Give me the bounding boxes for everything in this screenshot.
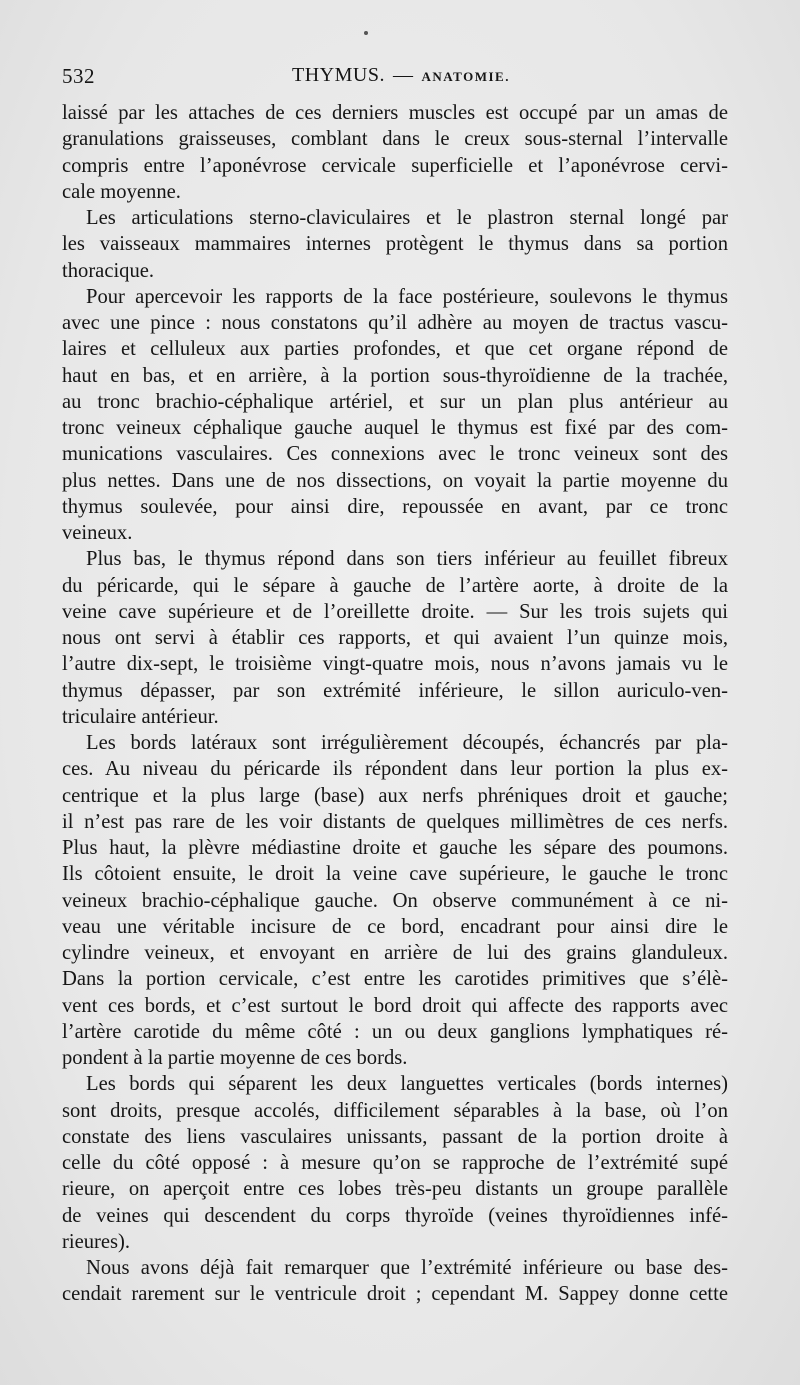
text-line: nous ont servi à établir ces rapports, et qui avaient l’un quinze mois, xyxy=(62,627,728,649)
text-line: Les bords qui séparent les deux languettes verticales (bords internes) xyxy=(86,1073,728,1096)
text-line: vent ces bords, et c’est surtout le bord droit qui affecte des rapports avec xyxy=(62,994,728,1017)
paragraph xyxy=(62,100,728,205)
text-line: compris entre l’aponévrose cervicale superficielle et l’aponévrose cervi- xyxy=(62,154,728,177)
body-text xyxy=(62,100,728,1308)
text-line: Les bords latéraux sont irrégulièrement découpés, échancrés par pla- xyxy=(86,732,728,754)
running-title-dash: — xyxy=(392,64,414,86)
paragraph xyxy=(62,284,728,547)
text-line: Pour apercevoir les rapports de la face postérieure, soulevons le thymus xyxy=(86,285,728,308)
text-line: veineux. xyxy=(62,522,133,544)
text-line: Dans la portion cervicale, c’est entre les carotides primitives que s’élè- xyxy=(62,968,728,991)
text-line: veineux brachio-céphalique gauche. On observe communément à ce ni- xyxy=(62,889,728,912)
text-line: thymus soulevée, pour ainsi dire, repoussée en avant, par ce tronc xyxy=(62,495,728,518)
text-line: veine cave supérieure et de l’oreillette droite. — Sur les trois sujets qui xyxy=(62,600,728,623)
paragraph xyxy=(62,1071,728,1255)
text-line: cendait rarement sur le ventricule droit ; cependant M. Sappey donne cette xyxy=(62,1283,728,1306)
text-line: celle du côté opposé : à mesure qu’on se rapproche de l’extrémité supé xyxy=(62,1152,728,1174)
running-title-section: ANATOMIE. xyxy=(421,69,510,84)
text-line: au tronc brachio-céphalique artériel, et sur un plan plus antérieur au xyxy=(62,390,728,413)
paragraph xyxy=(62,1255,728,1308)
text-line: triculaire antérieur. xyxy=(62,705,219,728)
text-line: constate des liens vasculaires unissants, passant de la portion droite à xyxy=(62,1125,728,1148)
text-line: cale moyenne. xyxy=(62,180,181,203)
text-line: thoracique. xyxy=(62,259,155,282)
text-line: laissé par les attaches de ces derniers muscles est occupé par un amas de xyxy=(62,102,728,124)
paragraph xyxy=(62,546,728,730)
text-line: de veines qui descendent du corps thyroïde (veines thyroïdiennes infé- xyxy=(62,1204,728,1227)
page-number: 532 xyxy=(62,64,95,88)
text-line: il n’est pas rare de les voir distants de quelques millimètres de ces nerfs. xyxy=(62,810,728,833)
text-line: l’artère carotide du même côté : un ou deux ganglions lymphatiques ré- xyxy=(62,1020,728,1043)
text-line: du péricarde, qui le sépare à gauche de l’artère aorte, à droite de la xyxy=(62,574,728,597)
text-line: centrique et la plus large (base) aux nerfs phréniques droit et gauche; xyxy=(62,784,728,807)
text-line: avec une pince : nous constatons qu’il adhère au moyen de tractus vascu- xyxy=(62,312,728,334)
ink-speck xyxy=(364,31,368,35)
text-line: tronc veineux céphalique gauche auquel le thymus est fixé par des com- xyxy=(62,417,728,439)
text-line: les vaisseaux mammaires internes protègent le thymus dans sa portion xyxy=(62,233,728,256)
running-title-main: THYMUS. xyxy=(292,64,385,86)
text-line: Nous avons déjà fait remarquer que l’extrémité inférieure ou base des- xyxy=(86,1257,728,1279)
text-line: munications vasculaires. Ces connexions avec le tronc veineux sont des xyxy=(62,443,728,466)
text-line: plus nettes. Dans une de nos dissections, on voyait la partie moyenne du xyxy=(62,469,728,492)
text-line: sont droits, presque accolés, difficilement séparables à la base, où l’on xyxy=(62,1099,728,1122)
text-line: cylindre veineux, et envoyant en arrière de lui des grains glanduleux. xyxy=(62,942,728,964)
text-line: pondent à la partie moyenne de ces bords. xyxy=(62,1047,408,1069)
running-header xyxy=(62,64,728,98)
text-line: Plus bas, le thymus répond dans son tiers inférieur au feuillet fibreux xyxy=(86,548,728,571)
paragraph xyxy=(62,205,728,284)
text-line: laires et celluleux aux parties profondes, et que cet organe répond de xyxy=(62,338,728,361)
text-line: veau une véritable incisure de ce bord, encadrant pour ainsi dire le xyxy=(62,915,728,938)
text-line: l’autre dix-sept, le troisième vingt-quatre mois, nous n’avons jamais vu le xyxy=(62,653,728,676)
text-line: thymus dépasser, par son extrémité inférieure, le sillon auriculo-ven- xyxy=(62,679,728,702)
text-line: Plus haut, la plèvre médiastine droite et gauche les sépare des poumons. xyxy=(62,837,728,859)
text-line: granulations graisseuses, comblant dans le creux sous-sternal l’intervalle xyxy=(62,128,728,151)
running-title xyxy=(292,64,510,87)
paragraph xyxy=(62,730,728,1071)
text-line: haut en bas, et en arrière, à la portion sous-thyroïdienne de la trachée, xyxy=(62,364,728,387)
text-line: ces. Au niveau du péricarde ils répondent dans leur portion la plus ex- xyxy=(62,758,728,781)
text-line: rieure, on aperçoit entre ces lobes très-peu distants un groupe parallèle xyxy=(62,1178,728,1201)
text-line: rieures). xyxy=(62,1230,131,1253)
text-line: Ils côtoient ensuite, le droit la veine cave supérieure, le gauche le tronc xyxy=(62,863,728,886)
text-line: Les articulations sterno-claviculaires et le plastron sternal longé par xyxy=(86,207,728,229)
